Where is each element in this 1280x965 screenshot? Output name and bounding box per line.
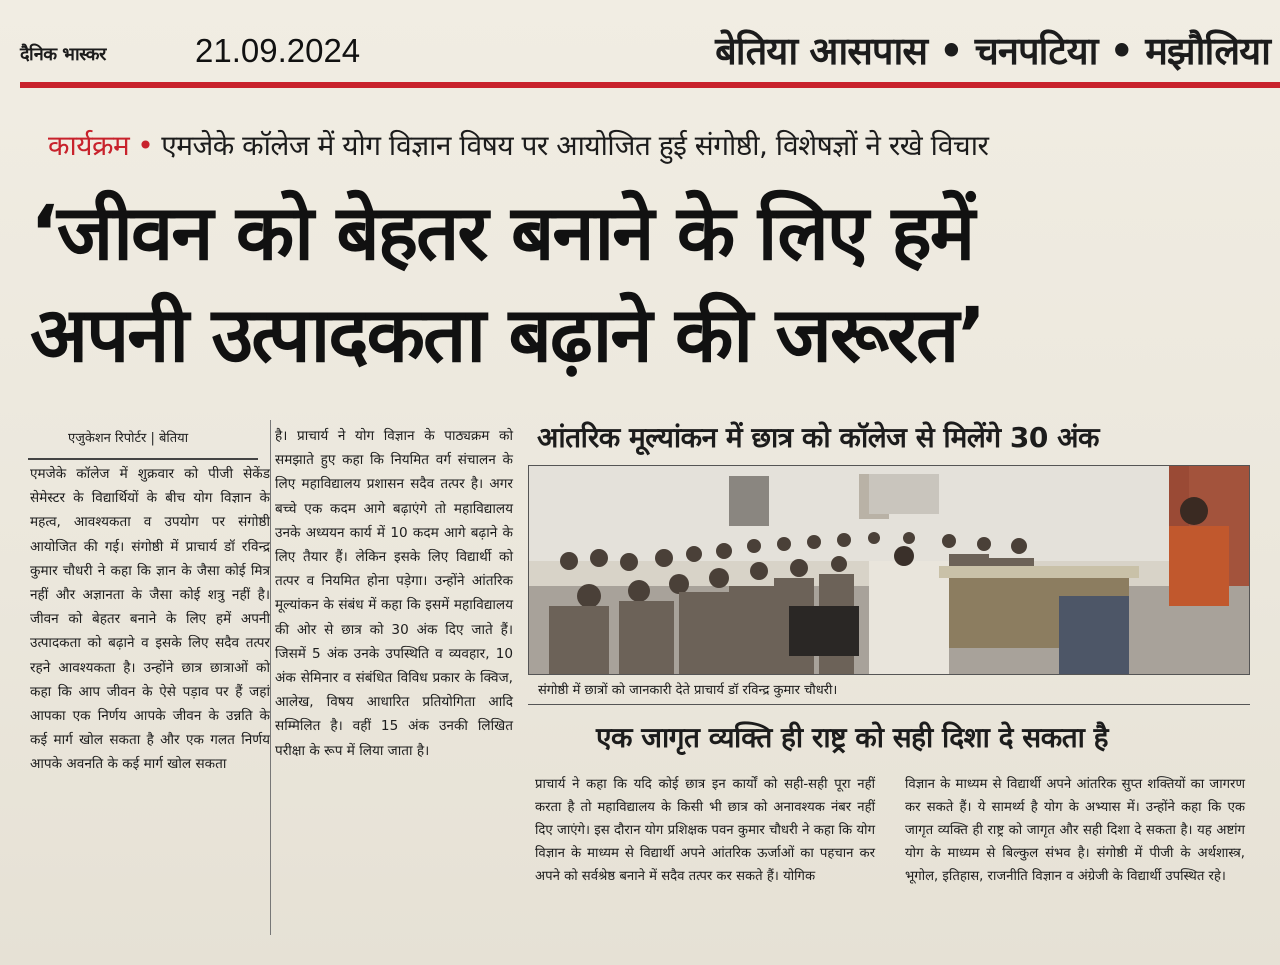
kicker-text: एमजेके कॉलेज में योग विज्ञान विषय पर आयोजित हुई संगोष्ठी, विशेषज्ञों ने रखे विचार <box>161 129 989 162</box>
masthead <box>20 22 1270 80</box>
header-rule <box>20 82 1280 88</box>
newspaper-brand: दैनिक भास्कर <box>20 44 106 65</box>
subheading-internal-assessment: आंतरिक मूल्यांकन में छात्र को कॉलेज से मिलेंगे 30 अंक <box>537 421 1099 454</box>
article-column-3: प्राचार्य ने कहा कि यदि कोई छात्र इन कार्यों को सही-सही पूरा नहीं करता है तो महाविद्यालय के किसी भी छात्र को अनावश्यक नंबर नहीं दिए जाएंगे। इस दौरान योग प्रशिक्षक पवन कुमार चौधरी ने कहा कि योग विज्ञान के माध्यम से विद्यार्थी अपने आंतरिक ऊर्जाओं का पहचान कर अपने को सर्वश्रेष्ठ बनाने में सदैव तत्पर कर सकते हैं। योगिक <box>535 777 875 884</box>
column-divider <box>270 420 271 935</box>
seminar-photo <box>528 465 1250 675</box>
article-column-2: है। प्राचार्य ने योग विज्ञान के पाठ्यक्रम को समझाते हुए कहा कि नियमित वर्ग संचालन के लिए महाविद्यालय प्रशासन सदैव तत्पर है। अगर बच्चे एक कदम आगे बढ़ाएंगे तो महाविद्यालय उनके अध्ययन कार्य में 10 कदम आगे बढ़ाने के लिए तैयार हैं। लेकिन इसके लिए विद्यार्थी को तत्पर व नियमित होना पड़ेगा। उन्होंने आंतरिक मूल्यांकन के संबंध में कहा कि इसमें महाविद्यालय की ओर से छात्र को 30 अंक दिए जाते हैं। जिसमें 5 अंक उनके उपस्थिति व व्यवहार, 10 अंक सेमिनार व संबंधित विविध प्रकार के क्विज, आलेख, विषय आधारित प्रतियोगिता आदि सम्मिलित है। वहीं 15 अंक उनकी लिखित परीक्षा के रूप में लिया जाता है। <box>275 428 513 759</box>
publication-date: 21.09.2024 <box>195 32 361 69</box>
article-column-4: विज्ञान के माध्यम से विद्यार्थी अपने आंतरिक सुप्त शक्तियों का जागरण कर सकते हैं। ये सामर्थ्य है योग के अभ्यास में। उन्होंने कहा कि एक जागृत व्यक्ति ही राष्ट्र को जागृत और सही दिशा दे सकता है। यह अष्टांग योग के माध्यम से बिल्कुल संभव है। संगोष्ठी में पीजी के अर्थशास्त्र, भूगोल, इतिहास, राजनीति विज्ञान व अंग्रेजी के विद्यार्थी उपस्थित रहे। <box>905 777 1245 884</box>
subheading-awakened-person: एक जागृत व्यक्ति ही राष्ट्र को सही दिशा दे सकता है <box>596 721 1109 754</box>
classroom-photo-illustration <box>529 466 1250 675</box>
article-column-1: एमजेके कॉलेज में शुक्रवार को पीजी सेकेंड सेमेस्टर के विद्यार्थियों के बीच योग विज्ञान के महत्व, आवश्यकता व उपयोग पर संगोष्ठी आयोजित की गई। संगोष्ठी में प्राचार्य डॉ रविन्द्र कुमार चौधरी ने कहा कि ज्ञान के जैसा कोई मित्र नहीं और अज्ञानता के जैसा कोई शत्रु नहीं है। जीवन को बेहतर बनाने के लिए हमें अपनी उत्पादकता को बढ़ाने व इसके लिए सदैव तत्पर रहने आवश्यकता है। उन्होंने छात्र छात्राओं को कहा कि आप जीवन के ऐसे पड़ाव पर हैं जहां आपका एक निर्णय आपके जीवन के उन्नति के कई मार्ग खोल सकता है और एक गलत निर्णय आपके अवनति के कई मार्ग खोल सकता <box>30 466 270 773</box>
byline: एजुकेशन रिपोर्टर | बेतिया <box>68 431 189 446</box>
headline-line-2: अपनी उत्पादकता बढ़ाने की जरूरत’ <box>30 290 985 379</box>
kicker-tag: कार्यक्रम <box>48 129 130 162</box>
byline-divider <box>28 458 258 460</box>
headline <box>30 182 1270 386</box>
headline-line-1: ‘जीवन को बेहतर बनाने के लिए हमें <box>30 188 974 277</box>
photo-caption: संगोष्ठी में छात्रों को जानकारी देते प्राचार्य डॉ रविन्द्र कुमार चौधरी। <box>538 683 838 698</box>
bullet-icon: • <box>137 129 154 162</box>
kicker <box>48 126 988 164</box>
caption-divider <box>528 704 1250 705</box>
section-title: बेतिया आसपास • चनपटिया • मझौलिया <box>715 29 1270 73</box>
